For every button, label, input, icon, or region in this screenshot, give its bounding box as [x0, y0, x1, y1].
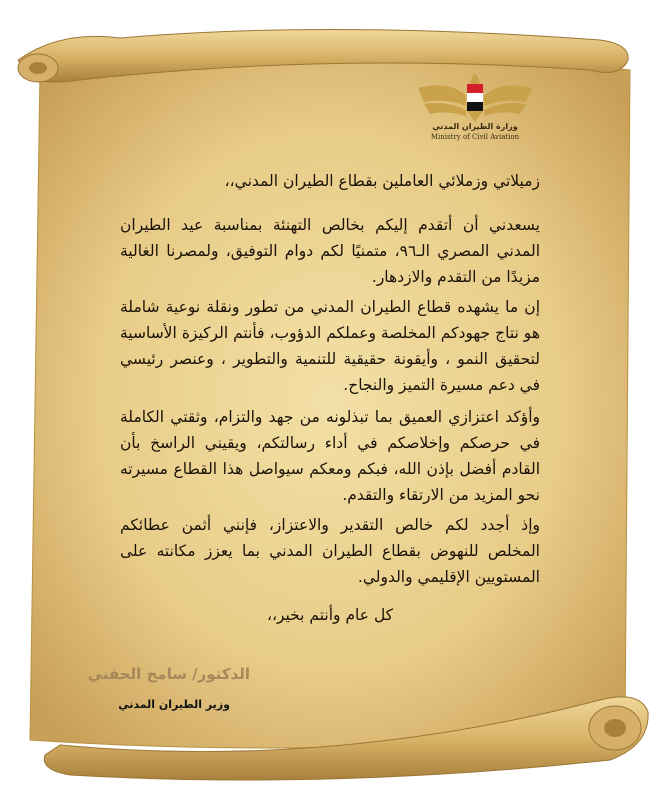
ministry-name-arabic: وزارة الطيران المدني: [432, 122, 518, 131]
letter-paragraph: يسعدني أن أتقدم إليكم بخالص التهنئة بمناسبة عيد الطيران المدني المصري الـ٩٦، متمنيًا لكم دوام التوفيق، ولمصرنا الغالية مزيدًا من التقدم والازدهار.: [120, 216, 541, 286]
signature-name: الدكتور/ سامح الحفني: [87, 665, 250, 683]
ministry-name-english: Ministry of Civil Aviation: [430, 133, 520, 141]
letter-paragraph: وإذ أجدد لكم خالص التقدير والاعتزاز، فإنني أثمن عطائكم المخلص للنهوض بقطاع الطيران المدني بما يعزز مكانته على المستويين الإقليمي والدولي.: [120, 516, 540, 586]
letter-paragraph: إن ما يشهده قطاع الطيران المدني من تطور ونقلة نوعية شاملة هو نتاج جهودكم المخلصة وعملكم الدؤوب، فأنتم الركيزة الأساسية لتحقيق النمو ، وأيقونة حقيقية للتنمية والتطوير ، وعنصر رئيسي في دعم مسيرة التميز والنجاح.: [120, 298, 540, 394]
letter-greeting: زميلاتي وزملائي العاملين بقطاع الطيران المدني،،: [224, 172, 540, 190]
parchment-sheet: [30, 55, 630, 748]
letter-paragraph: وأؤكد اعتزازي العميق بما تبذلونه من جهد والتزام، وثقتي الكاملة في حرصكم وإخلاصكم في أداء رسالتكم، ويقيني الراسخ بأن القادم أفضل بإذن الله، فبكم ومعكم سيواصل هذا القطاع مسيرته نحو المزيد من الارتقاء والتقدم.: [120, 408, 540, 504]
letter-closing: كل عام وأنتم بخير،،: [266, 606, 394, 624]
signature-title: وزير الطيران المدني: [118, 698, 230, 711]
